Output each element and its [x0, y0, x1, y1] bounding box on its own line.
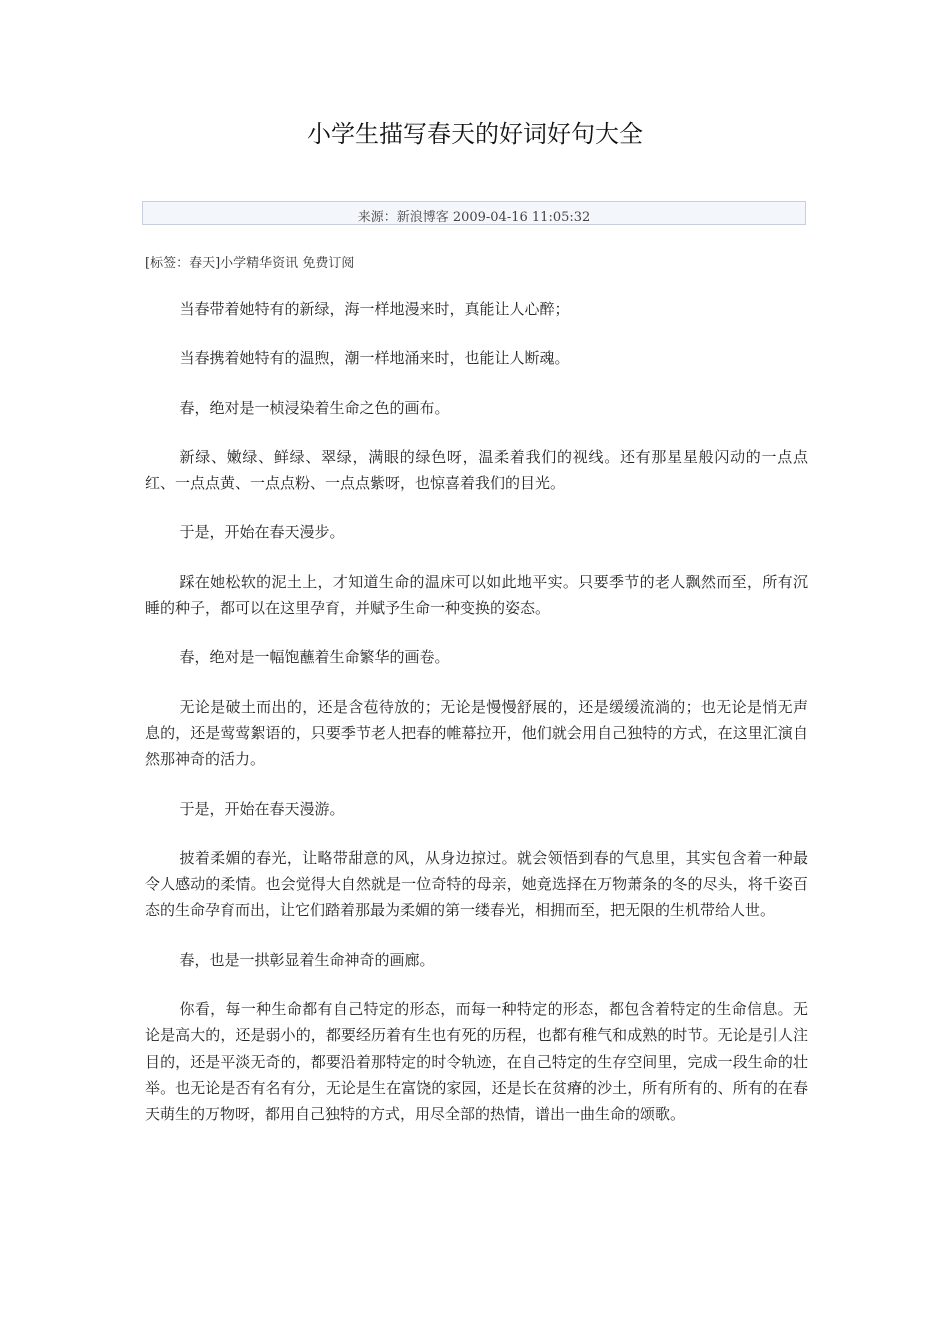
paragraph: 于是，开始在春天漫步。: [179, 523, 345, 542]
paragraph: 当春携着她特有的温煦，潮一样地涌来时，也能让人断魂。: [179, 349, 570, 368]
paragraph: 踩在她松软的泥土上，才知道生命的温床可以如此地平实。只要季节的老人飘然而至，所有沉睡的种子，都可以在这里孕育，并赋予生命一种变换的姿态。: [145, 572, 808, 618]
paragraph: 披着柔媚的春光，让略带甜意的风，从身边掠过。就会领悟到春的气息里，其实包含着一种最令人感动的柔情。也会觉得大自然就是一位奇特的母亲，她竟选择在万物萧条的冬的尽头，将千姿百态的生命孕育而出，让它们踏着那最为柔媚的第一缕春光，相拥而至，把无限的生机带给人世。: [145, 848, 808, 920]
tag-link-spring[interactable]: 春天: [189, 256, 216, 271]
paragraph: 新绿、嫩绿、鲜绿、翠绿，满眼的绿色呀，温柔着我们的视线。还有那星星般闪动的一点点红、一点点黄、一点点粉、一点点紫呀，也惊喜着我们的目光。: [145, 447, 808, 493]
tag-line: [145, 254, 354, 274]
paragraph: 于是，开始在春天漫游。: [179, 799, 345, 818]
tag-prefix: [标签：: [145, 256, 190, 271]
paragraph: 你看，每一种生命都有自己特定的形态，而每一种特定的形态，都包含着特定的生命信息。无论是高大的，还是弱小的，都要经历着有生也有死的历程，也都有稚气和成熟的时节。无论是引人注目的，还是平淡无奇的，都要沿着那特定的时令轨迹，在自己特定的生存空间里，完成一段生命的壮举。也无论是否有名有分，无论是生在富饶的家园，还是长在贫瘠的沙土，所有所有的、所有的在春天萌生的万物呀，都用自己独特的方式，用尽全部的热情，谱出一曲生命的颂歌。: [145, 1000, 808, 1124]
paragraph: 春，也是一拱彰显着生命神奇的画廊。: [179, 950, 435, 969]
article-body: [145, 296, 808, 1151]
paragraph: 春，绝对是一桢浸染着生命之色的画布。: [179, 398, 450, 417]
source-line: 来源：新浪博客 2009-04-16 11:05:32: [357, 210, 591, 225]
tag-suffix: ]: [215, 256, 221, 271]
paragraph: 无论是破土而出的，还是含苞待放的；无论是慢慢舒展的，还是缓缓流淌的；也无论是悄无声息的，还是莺莺絮语的，只要季节老人把春的帷幕拉开，他们就会用自己独特的方式，在这里汇演自然那神奇的活力。: [145, 697, 808, 769]
paragraph: 当春带着她特有的新绿，海一样地漫来时，真能让人心醉；: [179, 300, 570, 318]
source-info-bar: [142, 201, 806, 225]
page-title: 小学生描写春天的好词好句大全: [307, 120, 643, 148]
paragraph: 春，绝对是一幅饱蘸着生命繁华的画卷。: [179, 648, 450, 667]
channel-link[interactable]: 小学精华资讯: [220, 256, 299, 271]
subscribe-link[interactable]: 免费订阅: [302, 256, 355, 271]
